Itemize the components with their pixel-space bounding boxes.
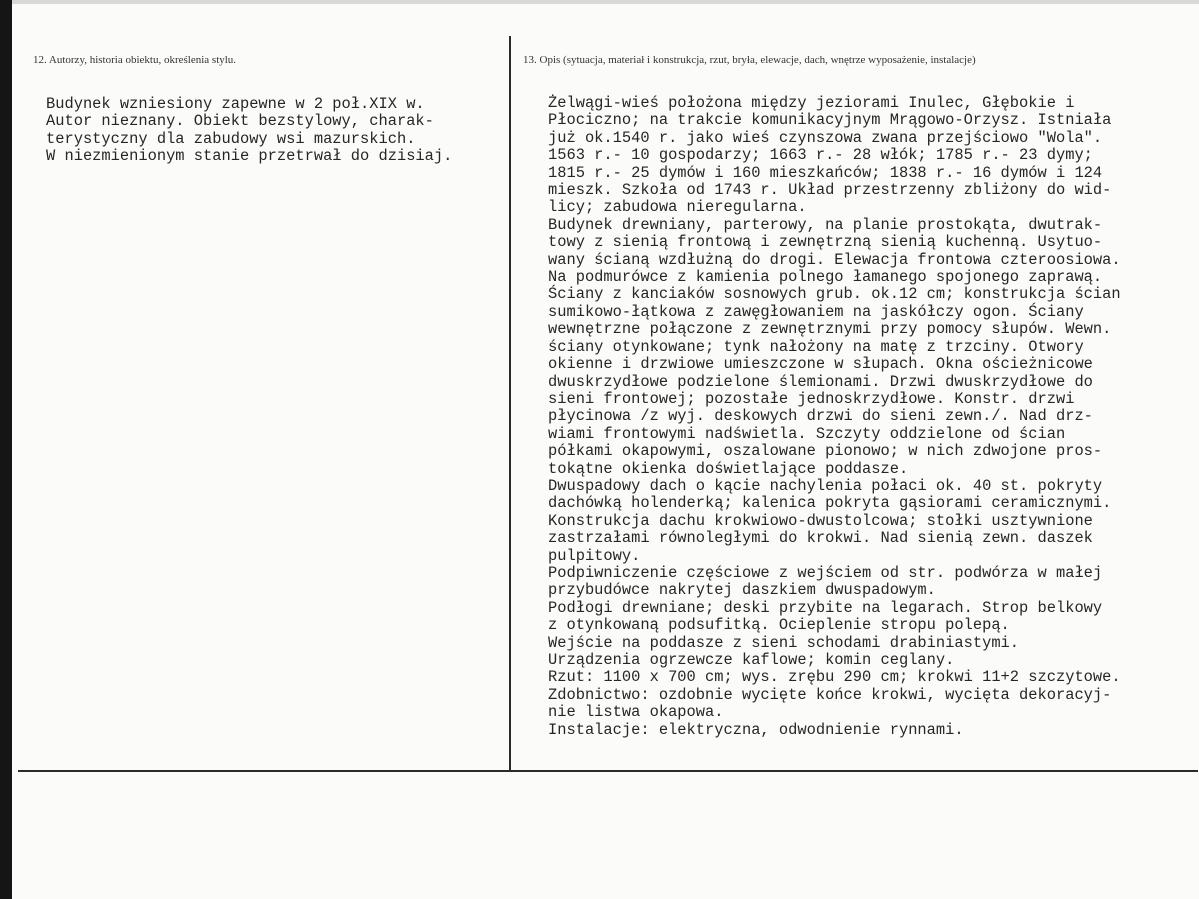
scan-top-edge: [0, 0, 1199, 4]
field-13-line: z otynkowaną podsufitką. Ocieplenie stropu polepą.: [548, 616, 1010, 635]
scan-left-edge: [0, 0, 12, 899]
field-13-line: sumikowo-łątkowa z zawęgłowaniem na jaskółczy ogon. Ściany: [548, 302, 1084, 321]
field-13-line: sieni frontowej; pozostałe jednoskrzydłowe. Konstr. drzwi: [548, 389, 1075, 408]
field-13-line: towy z sienią frontową i zewnętrzną sienią kuchenną. Usytuo-: [548, 233, 1103, 252]
field-13-typed-text: [548, 95, 1121, 739]
field-13-line: mieszk. Szkoła od 1743 r. Układ przestrzenny zbliżony do wid-: [548, 181, 1112, 200]
field-12-line: W niezmienionym stanie przetrwał do dzisiaj.: [46, 147, 453, 166]
field-13-line: nie listwa okapowa.: [548, 703, 724, 722]
column-divider: [509, 36, 511, 770]
field-13-line: Dwuspadowy dach o kącie nachylenia połaci ok. 40 st. pokryty: [548, 476, 1103, 495]
field-13-line: wewnętrzne połączone z zewnętrznymi przy pomocy słupów. Wewn.: [548, 320, 1112, 339]
field-12-line: Budynek wzniesiony zapewne w 2 poł.XIX w.: [46, 95, 425, 113]
field-13-line: Podłogi drewniane; deski przybite na legarach. Strop belkowy: [548, 598, 1103, 617]
field-13-header: 13. Opis (sytuacja, materiał i konstrukcja, rzut, bryła, elewacje, dach, wnętrze wyposażenie, instalacje): [523, 54, 976, 66]
bottom-rule: [18, 770, 1198, 772]
field-13-line: Konstrukcja dachu krokwiowo-dwustolcowa; stołki usztywnione: [548, 511, 1093, 530]
field-13-line: Płociczno; na trakcie komunikacyjnym Mrągowo-Orzysz. Istniała: [548, 111, 1112, 130]
field-13-line: dachówką holenderką; kalenica pokryta gąsiorami ceramicznymi.: [548, 494, 1112, 513]
field-13-line: Instalacje: elektryczna, odwodnienie rynnami.: [548, 720, 964, 739]
field-13-line: Budynek drewniany, parterowy, na planie prostokąta, dwutrak-: [548, 215, 1103, 234]
field-13-line: wiami frontowymi nadświetla. Szczyty oddzielone od ścian: [548, 424, 1066, 443]
field-13-line: licy; zabudowa nieregularna.: [548, 198, 807, 217]
field-13-line: półkami okapowymi, oszalowane pionowo; w nich zdwojone pros-: [548, 442, 1103, 461]
field-12-typed-text: [46, 96, 452, 166]
field-13-line: wany ścianą wzdłużną do drogi. Elewacja frontowa czteroosiowa.: [548, 250, 1121, 269]
field-13-line: dwuskrzydłowe podzielone ślemionami. Drzwi dwuskrzydłowe do: [548, 372, 1093, 391]
field-13-line: 1563 r.- 10 gospodarzy; 1663 r.- 28 włók; 1785 r.- 23 dymy;: [548, 146, 1093, 165]
field-13-line: okienne i drzwiowe umieszczone w słupach. Okna ościeżnicowe: [548, 355, 1093, 374]
field-12-header: 12. Autorzy, historia obiektu, określenia stylu.: [33, 54, 237, 66]
field-13-line: ściany otynkowane; tynk nałożony na matę z trzciny. Otwory: [548, 337, 1084, 356]
field-13-line: pulpitowy.: [548, 546, 641, 565]
field-12-line: Autor nieznany. Obiekt bezstylowy, charak-: [46, 112, 434, 131]
field-13-line: Rzut: 1100 x 700 cm; wys. zrębu 290 cm; krokwi 11+2 szczytowe.: [548, 668, 1121, 687]
field-13-line: Żelwągi-wieś położona między jeziorami Inulec, Głębokie i: [548, 94, 1075, 112]
field-13-line: Wejście na poddasze z sieni schodami drabiniastymi.: [548, 633, 1020, 652]
field-13-line: Urządzenia ogrzewcze kaflowe; komin ceglany.: [548, 651, 955, 669]
field-13-line: Ściany z kanciaków sosnowych grub. ok.12 cm; konstrukcja ścian: [548, 285, 1121, 304]
field-13-line: tokątne okienka doświetlające poddasze.: [548, 459, 909, 478]
field-12-line: terystyczny dla zabudowy wsi mazurskich.: [46, 129, 416, 148]
field-13-line: Na podmurówce z kamienia polnego łamanego spojonego zaprawą.: [548, 268, 1103, 287]
field-13-line: płycinowa /z wyj. deskowych drzwi do sieni zewn./. Nad drz-: [548, 407, 1093, 426]
field-13-line: przybudówce nakrytej daszkiem dwuspadowym.: [548, 581, 936, 600]
field-13-line: już ok.1540 r. jako wieś czynszowa zwana przejściowo "Wola".: [548, 128, 1103, 147]
field-13-line: Zdobnictwo: ozdobnie wycięte końce krokwi, wycięta dekoracyj-: [548, 685, 1112, 704]
field-13-line: Podpiwniczenie częściowe z wejściem od str. podwórza w małej: [548, 563, 1103, 582]
field-13-line: zastrzałami równoległymi do krokwi. Nad sienią zewn. daszek: [548, 529, 1093, 548]
field-13-line: 1815 r.- 25 dymów i 160 mieszkańców; 1838 r.- 16 dymów i 124: [548, 163, 1103, 182]
